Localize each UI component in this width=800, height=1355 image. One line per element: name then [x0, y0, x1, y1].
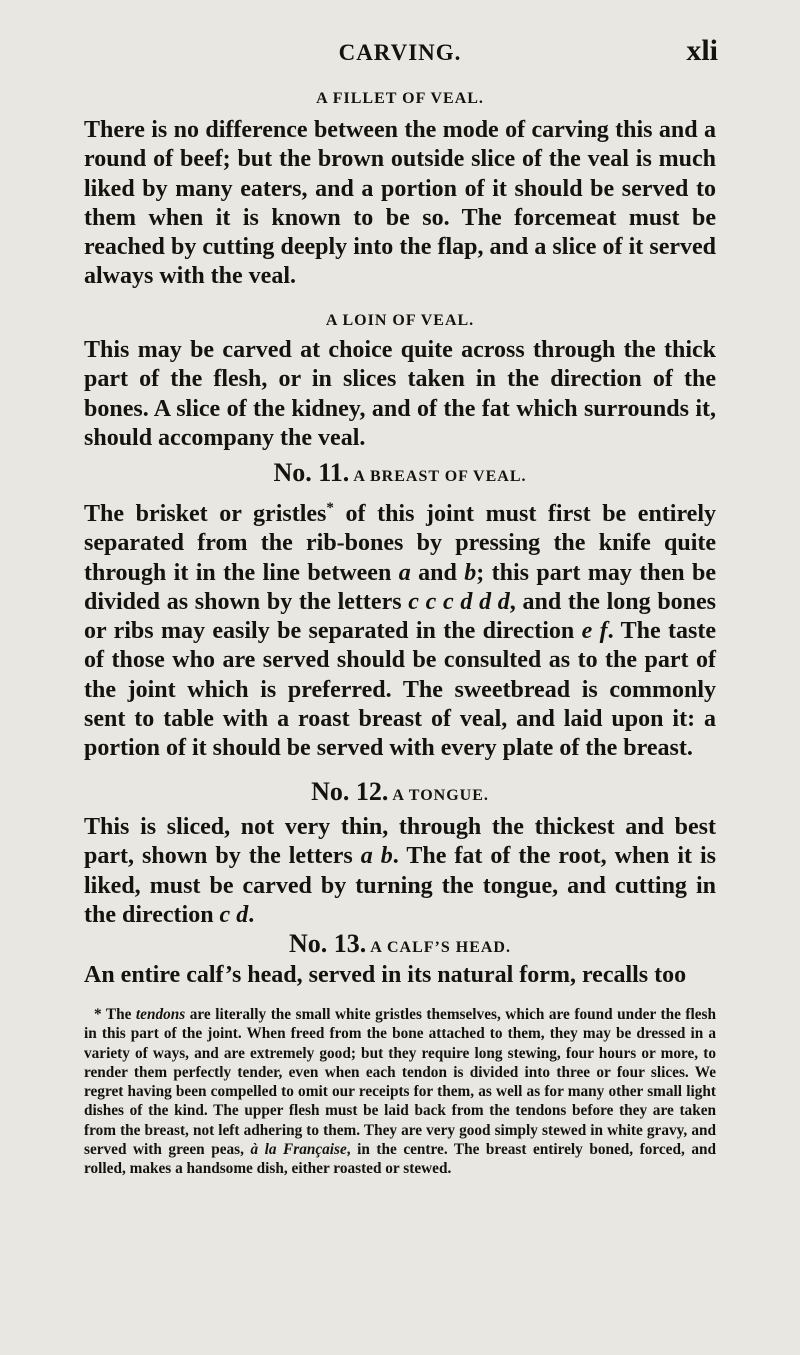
breast-text: , and the long bones or ribs may easily be separated in the direction — [84, 588, 717, 645]
breast-heading — [84, 458, 716, 488]
tongue-text: . The fat of the root, when it is liked, must be carved by turning the tongue, and cutting in the direction — [84, 843, 717, 928]
tongue-title: A TONGUE. — [392, 787, 489, 804]
footnote-mark: * — [94, 1006, 102, 1023]
tongue-number: No. 12. — [311, 777, 389, 806]
letter-label: a — [398, 559, 411, 586]
calfs-head-number: No. 13. — [289, 929, 367, 958]
loin-paragraph: This may be carved at choice quite across through the thick part of the flesh, or in slices taken in the direction of the bones. A slice of the kidney, and of the fat which surrounds it, should accompany the veal. — [84, 337, 716, 451]
letter-label: e f — [581, 618, 608, 645]
breast-text: and — [410, 559, 465, 586]
tongue-text: This is sliced, not very thin, through the thickest and best part, shown by the letters — [84, 814, 716, 870]
footnote-text: , in the centre. The breast entirely boned, forced, and rolled, makes a handsome dish, either roasted or stewed. — [84, 1141, 716, 1178]
letter-label: b — [464, 559, 477, 586]
breast-text: of this joint must first be entirely separated from the rib-bones by pressing the knife quite through it in the line between — [84, 501, 716, 586]
breast-text: ; this part may then be divided as shown by the letters — [84, 559, 717, 615]
fillet-heading: A FILLET OF VEAL. — [316, 90, 484, 107]
footnote-emphasis: tendons — [135, 1006, 186, 1023]
calfs-head-title: A CALF’S HEAD. — [370, 939, 511, 956]
letter-label: c c c d d d — [408, 588, 510, 615]
footnote-text: The — [101, 1006, 136, 1023]
footnote-reference: * — [326, 500, 334, 516]
breast-title: A BREAST OF VEAL. — [353, 468, 527, 485]
loin-heading: A LOIN OF VEAL. — [325, 312, 475, 329]
fillet-paragraph: There is no difference between the mode of carving this and a round of beef; but the brown outside slice of the veal is much liked by many eaters, and a portion of it should be served to them when it is known to be so. The forcemeat must be reached by cutting deeply into the flap, and a slice of it served always with the veal. — [84, 117, 716, 290]
tongue-text: . — [248, 901, 255, 928]
page-number: xli — [686, 34, 718, 67]
footnote — [84, 1005, 716, 1179]
breast-text: . The taste of those who are served should be consulted as to the part of the joint which is preferred. The sweetbread is commonly sent to table with a roast breast of veal, and laid upon it: a portion of it should be served with every plate of the breast. — [84, 618, 716, 762]
tongue-heading — [84, 777, 716, 807]
calfs-head-paragraph: An entire calf’s head, served in its natural form, recalls too — [84, 962, 687, 988]
breast-paragraph — [84, 494, 716, 764]
footnote-text: are literally the small white gristles themselves, which are found under the flesh in this part of the joint. When freed from the bone attached to them, they may be dressed in a variety of ways, and are extremely good; but they require long stewing, four hours or more, to render them perfectly tender, even when each tendon is divided into three or four slices. We regret having been compelled to omit our receipts for them, as well as for many other small light dishes of the kind. The upper flesh must be laid back from the tendons before they are taken from the breast, not left adhering to them. They are very good simply stewed in white gravy, and served with green peas, — [84, 1006, 716, 1159]
breast-number: No. 11. — [273, 458, 350, 487]
letter-label: a b — [360, 843, 393, 870]
breast-text: The brisket or gristles — [84, 501, 327, 527]
tongue-paragraph — [84, 813, 716, 930]
footnote-emphasis: à la Française — [250, 1141, 347, 1159]
running-header: CARVING. — [338, 40, 462, 65]
letter-label: c d — [219, 901, 249, 928]
calfs-head-heading — [84, 929, 716, 959]
